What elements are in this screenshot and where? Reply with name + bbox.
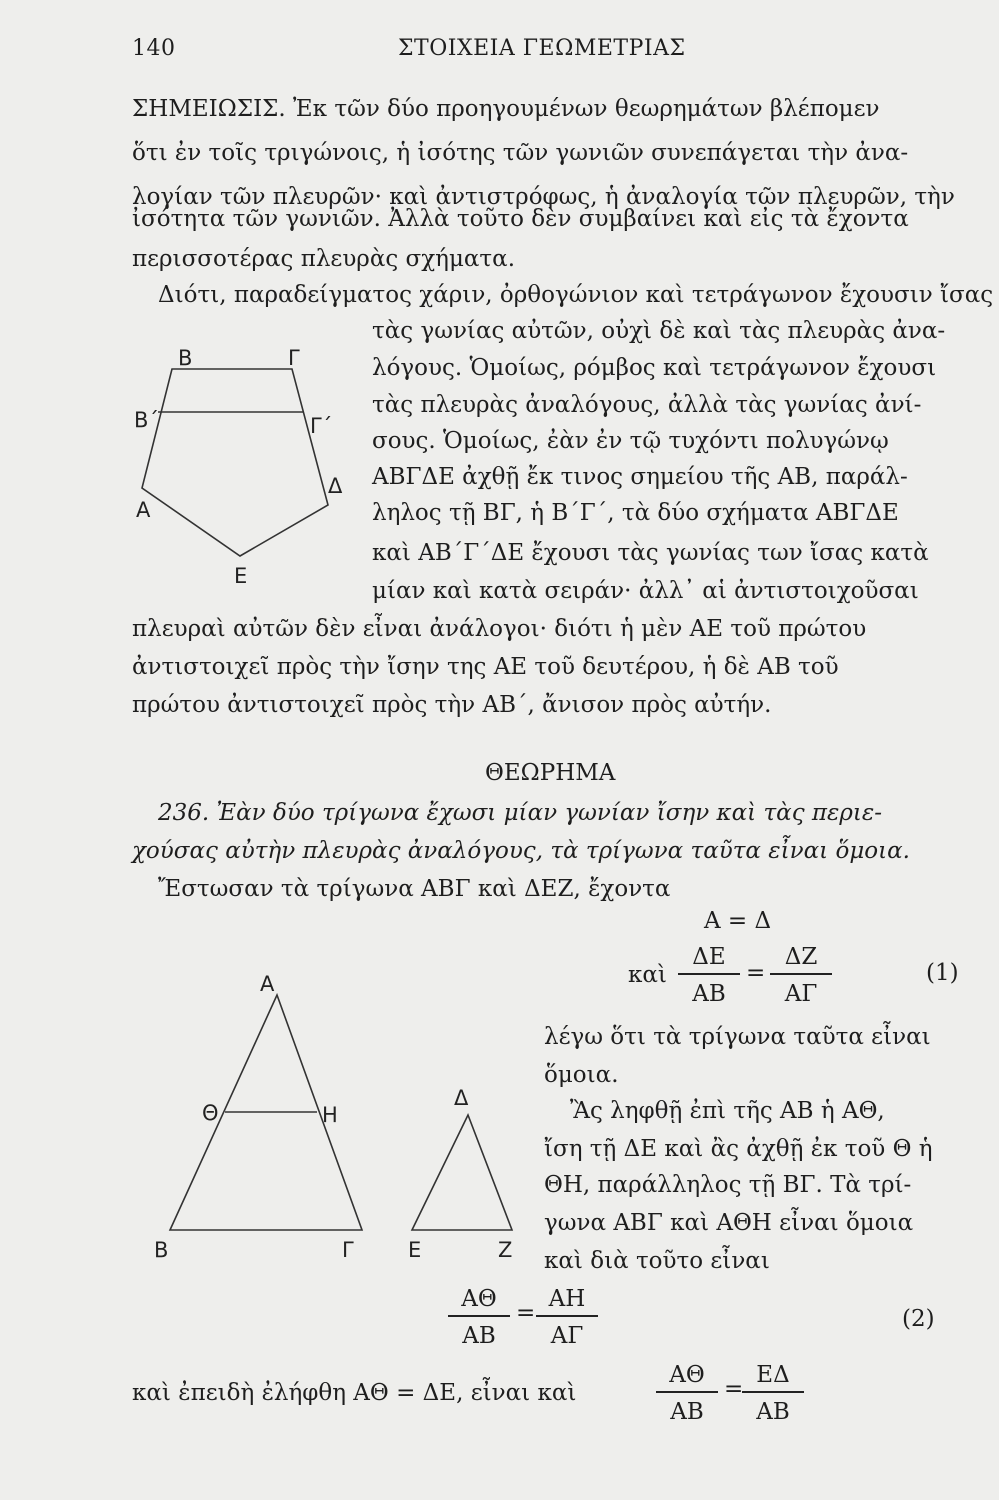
pentagon-figure [128,345,368,590]
wrap-line: τὰς γωνίας αὐτῶν, οὐχὶ δὲ καὶ τὰς πλευρὰς ἀνα- [372,318,946,344]
wrap-line: σους. Ὁμοίως, ἐὰν ἐν τῷ τυχόντι πολυγώνῳ [372,428,889,454]
equals-sign: = [746,960,766,986]
fraction-numerator: ΕΔ [742,1362,804,1393]
wrap-line: τὰς πλευρὰς ἀναλόγους, ἀλλὰ τὰς γωνίας ἀνί- [372,392,922,418]
fraction-at-ab [448,1286,510,1349]
remark-line: ἀντιστοιχεῖ πρὸς τὴν ἴσην της ΑΕ τοῦ δευτέρου, ἡ δὲ ΑΒ τοῦ [132,654,839,680]
wrap-line: ληλος τῇ ΒΓ, ἡ Β΄Γ΄, τὰ δύο σχήματα ΑΒΓΔΕ [372,500,899,526]
fraction-numerator: ΔΕ [678,944,740,975]
label-g: Γ [288,346,300,370]
proof-line: ἴση τῇ ΔΕ καὶ ἂς ἀχθῇ ἐκ τοῦ Θ ἡ [544,1136,933,1162]
label-a: Α [136,498,151,522]
page-number: 140 [132,36,176,61]
label-b: Β [154,1238,169,1262]
fraction-denominator: ΑΒ [756,1399,790,1425]
remark-line: λογίαν τῶν πλευρῶν· καὶ ἀντιστρόφως, ἡ ἀναλογία τῶν πλευρῶν, τὴν [132,184,955,210]
final-line: καὶ ἐπειδὴ ἐλήφθη ΑΘ = ΔΕ, εἶναι καὶ [132,1380,577,1406]
remark-line: ὅτι ἐν τοῖς τριγώνοις, ἡ ἰσότης τῶν γωνιῶν συνεπάγεται τὴν ἀνα- [132,140,909,166]
remark-line: Διότι, παραδείγματος χάριν, ὀρθογώνιον καὶ τετράγωνον ἔχουσιν ἴσας [158,282,994,308]
label-g: Γ [342,1238,354,1262]
label-b-prime: Β΄ [134,408,159,432]
triangle-dez [412,1115,512,1230]
fraction-de-ab [678,944,740,1007]
equals-sign: = [516,1300,536,1326]
remark-line: ΣΗΜΕΙΩΣΙΣ. Ἐκ τῶν δύο προηγουμένων θεωρημάτων βλέπομεν [132,96,880,122]
label-b: Β [178,346,193,370]
theorem-heading: ΘΕΩΡΗΜΑ [485,760,616,786]
proof-line: Ἂς ληφθῇ ἐπὶ τῆς ΑΒ ἡ ΑΘ, [570,1098,885,1124]
label-d: Δ [328,474,343,498]
fraction-numerator: ΑΘ [448,1286,510,1317]
label-h: Η [322,1103,338,1127]
pentagon-shape [142,369,328,556]
kai-word: καὶ [628,962,667,988]
proof-line: γωνα ΑΒΓ καὶ ΑΘΗ εἶναι ὅμοια [544,1210,914,1236]
label-e: Ε [234,564,248,588]
fraction-denominator: ΑΓ [784,981,818,1007]
label-z: Ζ [498,1238,513,1262]
fraction-ah-ag [536,1286,598,1349]
angle-equality: Α = Δ [704,908,772,934]
fraction-denominator: ΑΒ [692,981,726,1007]
equals-sign: = [724,1376,744,1402]
fraction-denominator: ΑΒ [670,1399,704,1425]
fraction-ed-ab [742,1362,804,1425]
proof-line: ΘΗ, παράλληλος τῇ ΒΓ. Τὰ τρί- [544,1172,912,1198]
label-e: Ε [408,1238,422,1262]
triangles-figure [150,965,530,1275]
given-line: Ἔστωσαν τὰ τρίγωνα ΑΒΓ καὶ ΔΕΖ, ἔχοντα [158,876,671,902]
wrap-line: ΑΒΓΔΕ ἀχθῇ ἔκ τινος σημείου τῆς ΑΒ, παράλ- [372,464,908,490]
label-g-prime: Γ΄ [310,414,333,438]
fraction-at-ab-final [656,1362,718,1425]
equation-label-1: (1) [926,960,959,986]
remark-line: πλευραὶ αὐτῶν δὲν εἶναι ἀνάλογοι· διότι ἡ μὲν ΑΕ τοῦ πρώτου [132,616,867,642]
remark-line: ἰσότητα τῶν γωνιῶν. Ἀλλὰ τοῦτο δὲν συμβαίνει καὶ εἰς τὰ ἔχοντα [132,206,909,232]
fraction-numerator: ΔΖ [770,944,832,975]
fraction-numerator: ΑΗ [536,1286,598,1317]
theorem-statement-line: 236. Ἐὰν δύο τρίγωνα ἔχωσι μίαν γωνίαν ἴσην καὶ τὰς περιε- [158,800,883,826]
label-d: Δ [454,1086,469,1110]
remark-line: πρώτου ἀντιστοιχεῖ πρὸς τὴν ΑΒ΄, ἄνισον πρὸς αὐτήν. [132,692,772,718]
wrap-line: λόγους. Ὁμοίως, ρόμβος καὶ τετράγωνον ἔχουσι [372,355,937,381]
fraction-denominator: ΑΓ [550,1323,584,1349]
proof-line: ὅμοια. [544,1062,619,1088]
fraction-denominator: ΑΒ [462,1323,496,1349]
running-title: ΣΤΟΙΧΕΙΑ ΓΕΩΜΕΤΡΙΑΣ [398,36,686,61]
equation-label-2: (2) [902,1306,935,1332]
label-a: Α [260,972,275,996]
remark-line: περισσοτέρας πλευρὰς σχήματα. [132,246,516,272]
theorem-statement-line: χούσας αὐτὴν πλευρὰς ἀναλόγους, τὰ τρίγωνα ταῦτα εἶναι ὅμοια. [132,838,910,864]
wrap-line: μίαν καὶ κατὰ σειράν· ἀλλ᾽ αἱ ἀντιστοιχοῦσαι [372,578,919,604]
fraction-numerator: ΑΘ [656,1362,718,1393]
label-th: Θ [202,1101,219,1125]
wrap-line: καὶ ΑΒ΄Γ΄ΔΕ ἔχουσι τὰς γωνίας των ἴσας κατὰ [372,540,929,566]
fraction-dz-ag [770,944,832,1007]
proof-line: λέγω ὅτι τὰ τρίγωνα ταῦτα εἶναι [544,1024,931,1050]
proof-line: καὶ διὰ τοῦτο εἶναι [544,1248,770,1274]
